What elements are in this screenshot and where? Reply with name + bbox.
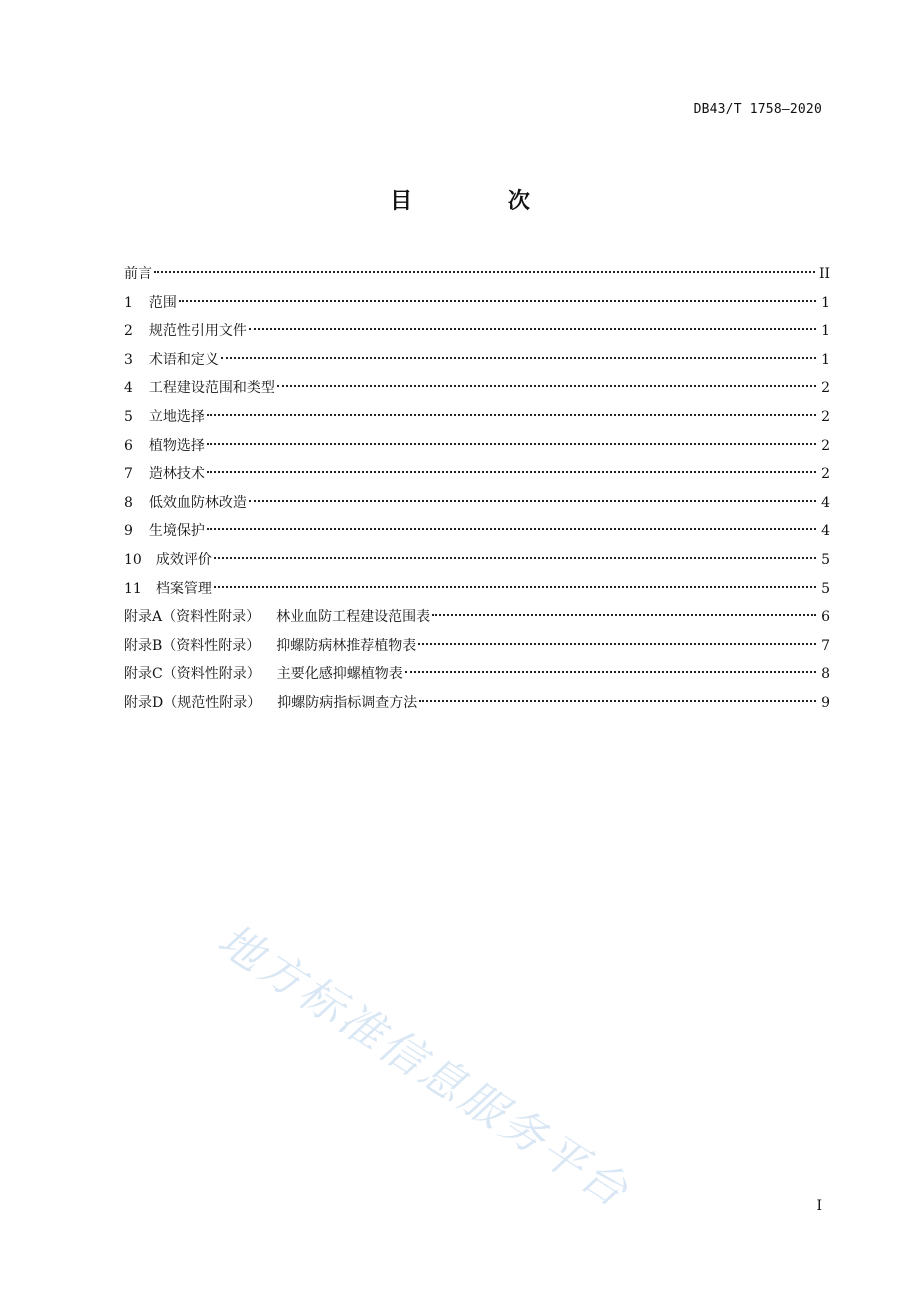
toc-entry-page: 2 <box>821 466 830 483</box>
toc-entry-page: 9 <box>821 694 830 711</box>
toc-entry[interactable] <box>124 548 830 577</box>
toc-entry-page: 2 <box>821 408 830 425</box>
toc-entry-number: 9 <box>124 523 133 540</box>
toc-leader-dots <box>154 271 815 273</box>
toc-entry-title: 主要化感抑螺植物表 <box>276 666 403 683</box>
toc-leader-dots <box>419 700 816 702</box>
toc-leader-dots <box>179 300 816 302</box>
toc-entry-page: 1 <box>821 294 830 311</box>
toc-entry-number: 附录A（资料性附录） <box>124 609 261 626</box>
table-of-contents <box>124 262 830 720</box>
toc-leader-dots <box>214 557 816 559</box>
watermark: 地方标准信息服务平台 <box>208 914 639 1219</box>
toc-leader-dots <box>418 643 816 645</box>
toc-entry-title: 范围 <box>148 294 177 311</box>
toc-entry-title: 低效血防林改造 <box>148 494 247 511</box>
toc-leader-dots <box>207 471 816 473</box>
toc-entry-title: 抑螺防病林推荐植物表 <box>276 637 417 654</box>
toc-leader-dots <box>221 357 816 359</box>
toc-leader-dots <box>207 528 816 530</box>
toc-entry-title: 抑螺防病指标调查方法 <box>277 694 418 711</box>
toc-leader-dots <box>432 614 816 616</box>
page-title: 目 次 <box>390 189 574 214</box>
document-code: DB43/T 1758—2020 <box>693 102 822 117</box>
toc-entry-number: 4 <box>124 380 133 397</box>
toc-entry-page: 1 <box>821 323 830 340</box>
toc-entry-title: 工程建设范围和类型 <box>148 380 275 397</box>
toc-entry[interactable] <box>124 405 830 434</box>
toc-entry-number: 附录D（规范性附录） <box>124 694 262 711</box>
toc-entry[interactable] <box>124 577 830 606</box>
toc-entry-number: 附录B（资料性附录） <box>124 637 261 654</box>
toc-entry-number: 10 <box>124 551 142 568</box>
toc-entry[interactable] <box>124 691 830 720</box>
toc-entry-page: 4 <box>821 523 830 540</box>
toc-entry-page: II <box>818 266 830 282</box>
toc-leader-dots <box>207 443 816 445</box>
toc-entry-title: 术语和定义 <box>148 351 219 368</box>
toc-entry-page: 7 <box>821 637 830 654</box>
toc-entry-number: 2 <box>124 323 133 340</box>
toc-entry-number: 附录C（资料性附录） <box>124 666 261 683</box>
toc-entry-page: 6 <box>821 609 830 626</box>
toc-entry-number: 11 <box>124 580 142 597</box>
toc-entry[interactable] <box>124 319 830 348</box>
toc-entry[interactable] <box>124 491 830 520</box>
toc-entry-title: 档案管理 <box>155 580 212 597</box>
toc-entry-title: 生境保护 <box>148 523 205 540</box>
toc-entry[interactable] <box>124 605 830 634</box>
toc-entry[interactable] <box>124 634 830 663</box>
toc-leader-dots <box>214 586 816 588</box>
toc-entry-title: 立地选择 <box>148 408 205 425</box>
toc-entry[interactable] <box>124 348 830 377</box>
toc-entry-page: 4 <box>821 494 830 511</box>
toc-leader-dots <box>249 500 816 502</box>
toc-entry-title: 造林技术 <box>148 466 205 483</box>
toc-entry-title: 前言 <box>124 266 152 282</box>
toc-entry-number: 3 <box>124 351 133 368</box>
toc-entry[interactable] <box>124 434 830 463</box>
toc-entry-number: 7 <box>124 466 133 483</box>
toc-entry-number: 1 <box>124 294 133 311</box>
toc-entry-title: 植物选择 <box>148 437 205 454</box>
toc-entry-title: 成效评价 <box>155 551 212 568</box>
toc-leader-dots <box>207 414 816 416</box>
toc-entry[interactable] <box>124 376 830 405</box>
toc-entry[interactable] <box>124 519 830 548</box>
toc-entry[interactable] <box>124 262 830 291</box>
toc-entry-page: 1 <box>821 351 830 368</box>
toc-entry-number: 5 <box>124 408 133 425</box>
page-number: I <box>816 1198 822 1214</box>
toc-leader-dots <box>277 385 816 387</box>
toc-entry-page: 2 <box>821 437 830 454</box>
toc-entry-number: 6 <box>124 437 133 454</box>
toc-entry[interactable] <box>124 462 830 491</box>
toc-entry-title: 规范性引用文件 <box>148 323 247 340</box>
toc-leader-dots <box>249 328 816 330</box>
toc-leader-dots <box>405 671 816 673</box>
toc-entry-title: 林业血防工程建设范围表 <box>276 609 431 626</box>
toc-entry-page: 5 <box>821 551 830 568</box>
toc-entry-page: 2 <box>821 380 830 397</box>
toc-entry-number: 8 <box>124 494 133 511</box>
toc-entry-page: 8 <box>821 666 830 683</box>
toc-entry[interactable] <box>124 662 830 691</box>
toc-entry-page: 5 <box>821 580 830 597</box>
toc-entry[interactable] <box>124 291 830 320</box>
